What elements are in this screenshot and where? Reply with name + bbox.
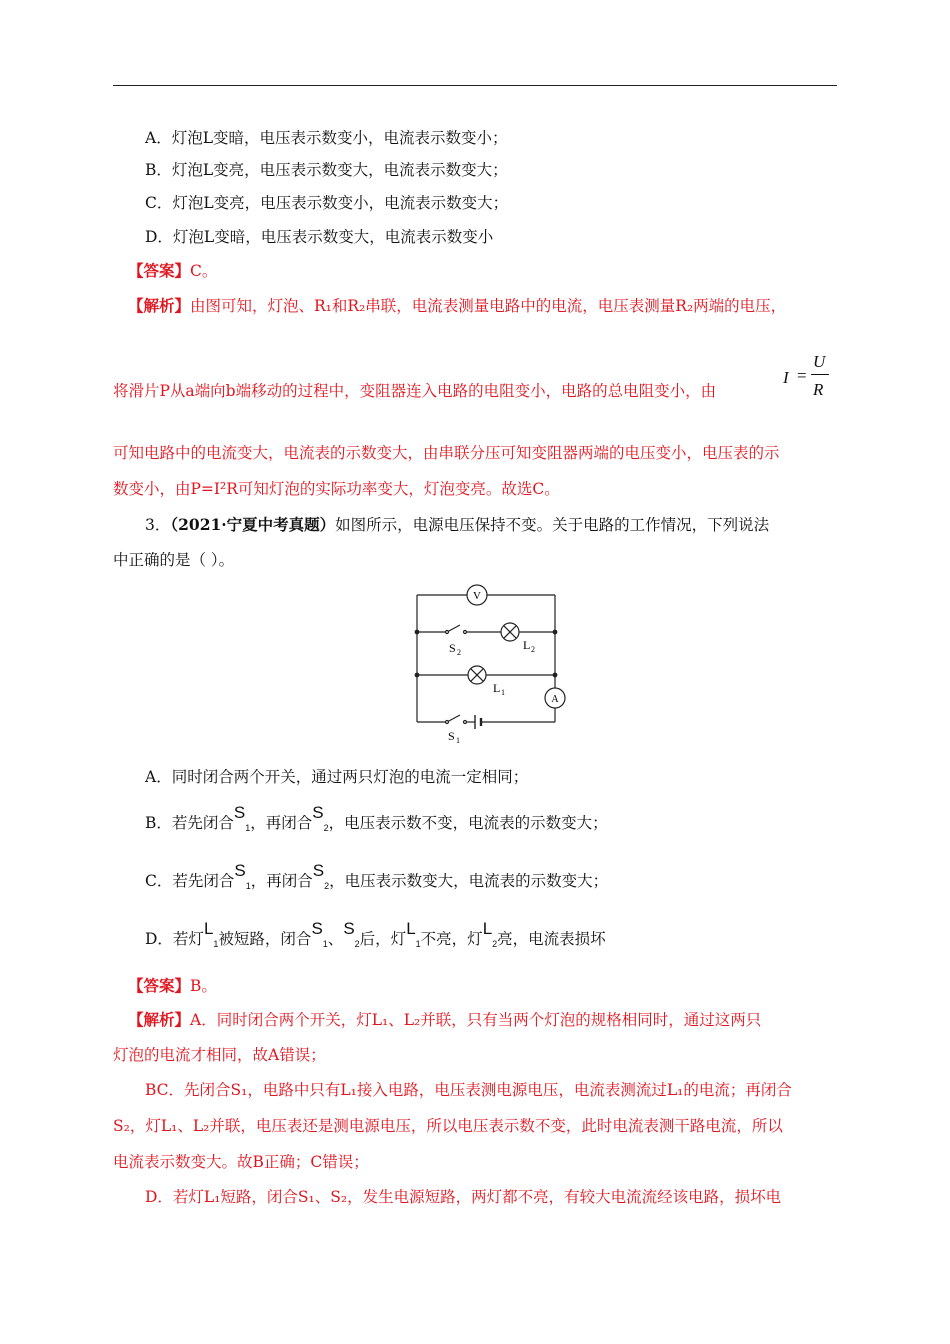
q2-option-a: A．灯泡L变暗，电压表示数变小，电流表示数变小； [145,129,508,147]
answer-value: B。 [190,977,217,995]
q3-option-c [145,861,609,896]
sym-sub: 2 [354,939,360,949]
formula-den: R [813,380,824,399]
answer-label: 【答案】 [128,976,191,995]
sym-letter: L [203,919,214,938]
option-text: ，电压表示数变大，电流表的示数变大； [329,872,609,890]
sym-letter: S [311,919,323,938]
symbol-s1 [233,803,251,838]
formula-num: U [813,352,826,371]
symbol-l1 [406,919,421,954]
option-text: B．若先闭合 [145,814,234,832]
q2-option-d: D．灯泡L变暗，电压表示数变大，电流表示数变小 [145,228,494,246]
s1-label: S [448,729,455,743]
s1-sub: 1 [456,736,460,745]
l2-sub: 2 [531,645,535,654]
analysis-text: A．同时闭合两个开关，灯L₁、L₂并联，只有当两个灯泡的规格相同时，通过这两只 [190,1011,762,1029]
symbol-s1 [234,861,251,896]
q2-analysis-2: 将滑片P从a端向b端移动的过程中，变阻器连入电路的电阻变小，电路的总电阻变小，由 [113,382,717,400]
q3-stem-1 [145,515,769,535]
sym-sub: 1 [245,823,251,833]
option-text: 被短路，闭合 [218,930,312,948]
option-text: 、 [327,930,344,948]
symbol-l2 [482,919,498,954]
circuit-diagram [405,582,575,747]
analysis-label: 【解析】 [128,296,191,315]
q3-option-b [145,803,608,838]
q2-option-c: C．灯泡L变亮，电压表示数变小，电流表示数变大； [145,194,509,212]
ammeter-label: A [551,694,559,705]
sym-sub: 1 [213,939,219,949]
symbol-s2 [312,803,329,838]
q3-analysis-2: 灯泡的电流才相同，故A错误； [113,1046,326,1064]
q3-source: （2021·宁夏中考真题） [170,515,336,534]
option-text: 后，灯 [359,930,407,948]
q2-analysis-3: 可知电路中的电流变大，电流表的示数变大，由串联分压可知变阻器两端的电压变小，电压表的示 [113,444,780,462]
l1-label: L [493,681,501,695]
option-text: 亮，电流表损坏 [497,930,606,948]
q2-answer [128,261,217,281]
q3-answer [128,976,217,996]
sym-letter: L [406,919,416,938]
symbol-s2 [312,861,330,896]
answer-label: 【答案】 [128,261,191,280]
sym-sub: 1 [415,939,421,949]
sym-sub: 1 [245,881,251,891]
s2-label: S [449,641,456,655]
q3-option-d [145,919,606,954]
symbol-s1 [311,919,328,954]
option-text: ，电压表示数不变，电流表的示数变大； [328,814,608,832]
option-text: ，再闭合 [250,872,313,890]
sym-sub: 2 [324,881,330,891]
q3-option-a: A．同时闭合两个开关，通过两只灯泡的电流一定相同； [145,768,529,786]
sym-sub: 2 [323,823,329,833]
l2-label: L [523,638,531,652]
q3-analysis-5: 电流表示数变大。故B正确；C错误； [113,1153,369,1171]
q3-analysis-6: D．若灯L₁短路，闭合S₁、S₂，发生电源短路，两灯都不亮，有较大电流流经该电路，损坏电 [145,1188,782,1206]
q3-analysis-3: BC．先闭合S₁，电路中只有L₁接入电路，电压表测电源电压，电流表测流过L₁的电流；再闭合 [145,1081,792,1099]
sym-letter: S [234,861,246,880]
l1-sub: 1 [501,688,505,697]
sym-letter: S [312,803,324,822]
option-text: 不亮，灯 [420,930,483,948]
q3-stem-text: 如图所示，电源电压保持不变。关于电路的工作情况，下列说法 [335,516,770,534]
sym-sub: 2 [492,939,498,949]
sym-letter: S [312,861,325,880]
formula-eq: = [797,366,807,385]
q2-option-b: B．灯泡L变亮，电压表示数变大，电流表示数变大； [145,161,508,179]
sym-letter: S [343,919,355,938]
analysis-text: 由图可知，灯泡、R₁和R₂串联，电流表测量电路中的电流，电压表测量R₂两端的电压， [190,297,787,315]
voltmeter-label: V [473,590,481,602]
answer-value: C。 [190,262,218,280]
symbol-l1 [203,919,219,954]
q2-analysis-4: 数变小，由P=I²R可知灯泡的实际功率变大，灯泡变亮。故选C。 [113,480,560,498]
s2-sub: 2 [457,648,461,657]
q2-analysis-1 [128,296,786,316]
option-text: C．若先闭合 [145,872,235,890]
q3-analysis-1 [128,1010,761,1030]
option-text: ，再闭合 [250,814,313,832]
formula-bar [811,374,829,375]
option-text: D．若灯 [145,930,204,948]
q3-number: 3． [145,516,171,534]
sym-letter: S [233,803,246,822]
q3-stem-2: 中正确的是（ ）。 [113,551,235,569]
q3-analysis-4: S₂，灯L₁、L₂并联，电压表还是测电源电压，所以电压表示数不变，此时电流表测干路电流，所以 [113,1117,783,1135]
symbol-s2 [343,919,360,954]
formula-lhs: I [783,368,789,387]
sym-sub: 1 [322,939,328,949]
analysis-label: 【解析】 [128,1010,191,1029]
sym-letter: L [482,919,493,938]
ohms-law-formula [783,352,843,408]
header-rule [113,85,837,86]
